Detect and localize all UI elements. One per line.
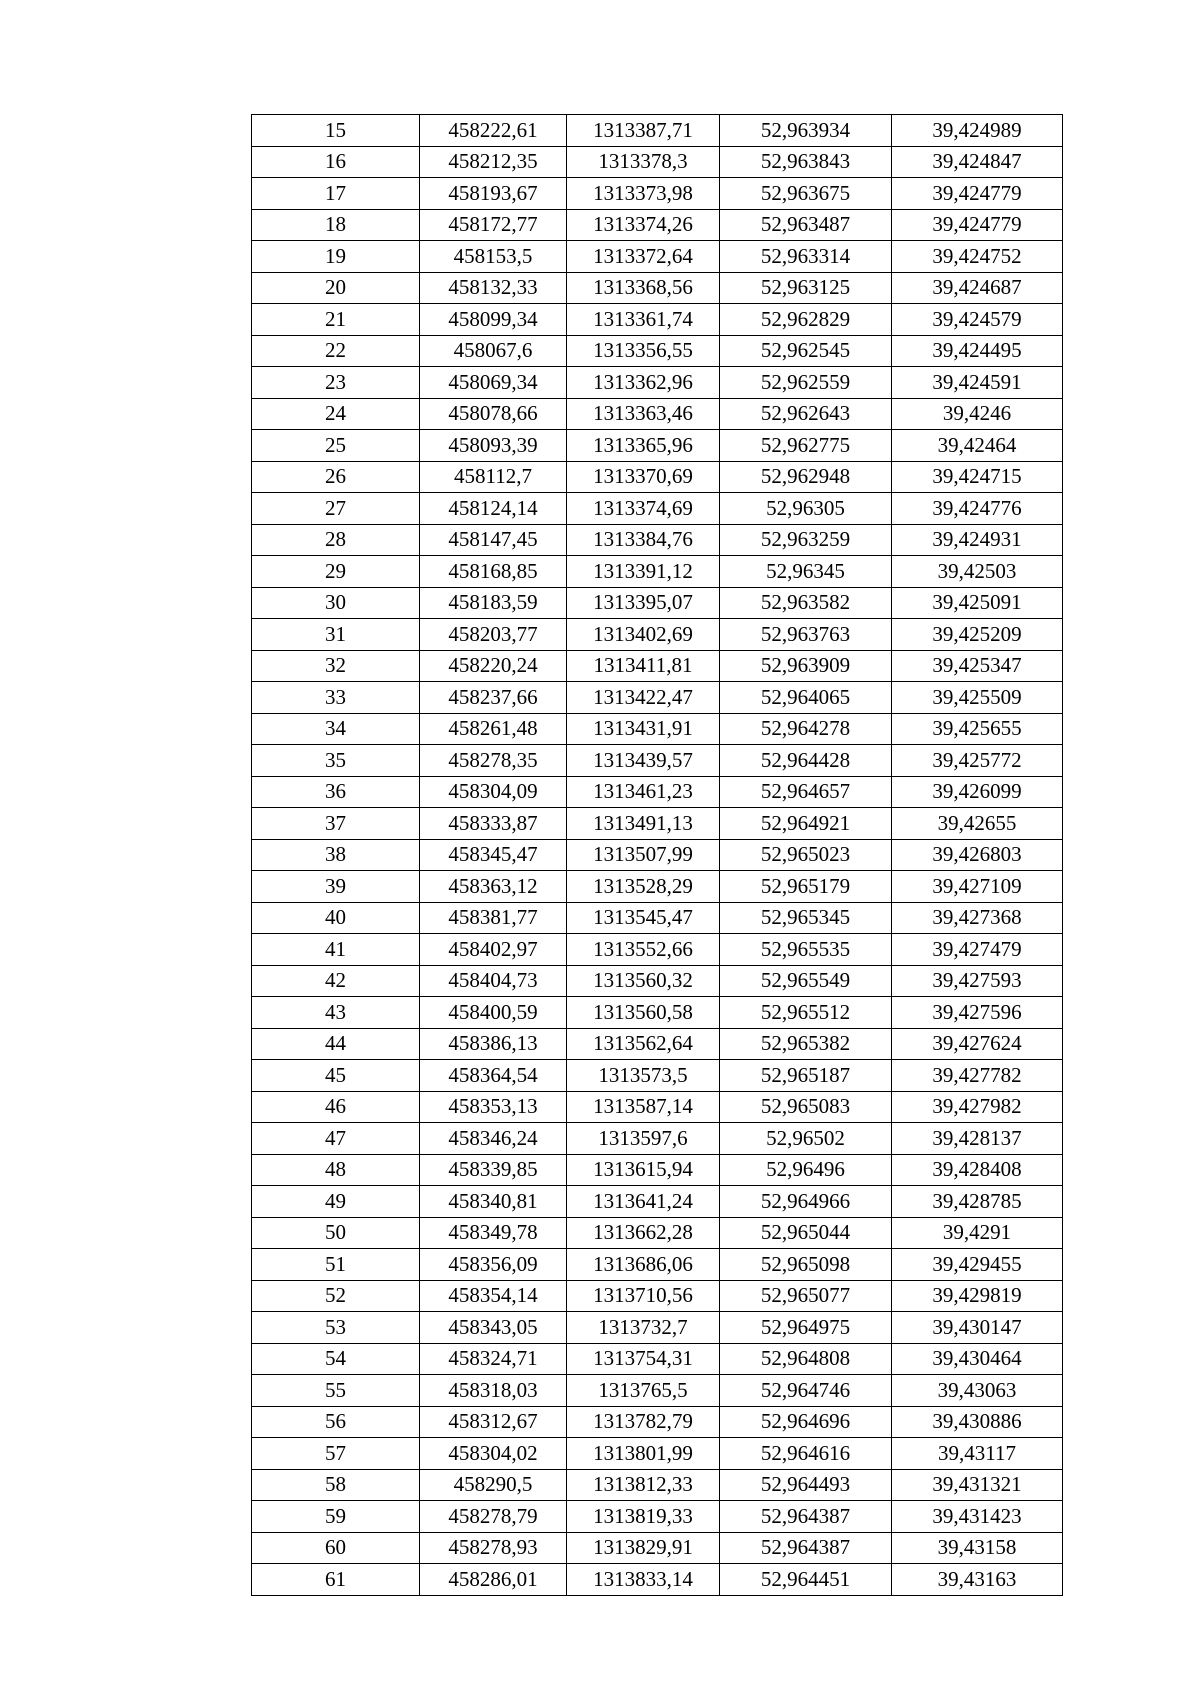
- latitude-cell: 52,963125: [720, 272, 892, 304]
- y-coordinate-cell: 1313402,69: [567, 619, 720, 651]
- longitude-cell: 39,428137: [892, 1123, 1063, 1155]
- latitude-cell: 52,963675: [720, 178, 892, 210]
- table-row: [252, 304, 1063, 336]
- longitude-cell: 39,428408: [892, 1154, 1063, 1186]
- longitude-cell: 39,4246: [892, 398, 1063, 430]
- point-number-cell: 24: [252, 398, 420, 430]
- point-number-cell: 34: [252, 713, 420, 745]
- longitude-cell: 39,42464: [892, 430, 1063, 462]
- y-coordinate-cell: 1313391,12: [567, 556, 720, 588]
- table-row: [252, 1028, 1063, 1060]
- y-coordinate-cell: 1313732,7: [567, 1312, 720, 1344]
- table-row: [252, 1123, 1063, 1155]
- point-number-cell: 39: [252, 871, 420, 903]
- x-coordinate-cell: 458345,47: [420, 839, 567, 871]
- latitude-cell: 52,962559: [720, 367, 892, 399]
- x-coordinate-cell: 458278,79: [420, 1501, 567, 1533]
- x-coordinate-cell: 458353,13: [420, 1091, 567, 1123]
- table-row: [252, 1091, 1063, 1123]
- point-number-cell: 19: [252, 241, 420, 273]
- table-row: [252, 587, 1063, 619]
- table-row: [252, 1406, 1063, 1438]
- longitude-cell: 39,427109: [892, 871, 1063, 903]
- longitude-cell: 39,424752: [892, 241, 1063, 273]
- x-coordinate-cell: 458404,73: [420, 965, 567, 997]
- point-number-cell: 55: [252, 1375, 420, 1407]
- table-row: [252, 556, 1063, 588]
- longitude-cell: 39,425209: [892, 619, 1063, 651]
- y-coordinate-cell: 1313384,76: [567, 524, 720, 556]
- latitude-cell: 52,963314: [720, 241, 892, 273]
- x-coordinate-cell: 458172,77: [420, 209, 567, 241]
- longitude-cell: 39,43117: [892, 1438, 1063, 1470]
- y-coordinate-cell: 1313562,64: [567, 1028, 720, 1060]
- longitude-cell: 39,427596: [892, 997, 1063, 1029]
- table-row: [252, 1060, 1063, 1092]
- point-number-cell: 23: [252, 367, 420, 399]
- longitude-cell: 39,426803: [892, 839, 1063, 871]
- table-row: [252, 1343, 1063, 1375]
- longitude-cell: 39,426099: [892, 776, 1063, 808]
- longitude-cell: 39,427479: [892, 934, 1063, 966]
- point-number-cell: 17: [252, 178, 420, 210]
- x-coordinate-cell: 458193,67: [420, 178, 567, 210]
- point-number-cell: 49: [252, 1186, 420, 1218]
- longitude-cell: 39,429455: [892, 1249, 1063, 1281]
- latitude-cell: 52,96305: [720, 493, 892, 525]
- latitude-cell: 52,962948: [720, 461, 892, 493]
- latitude-cell: 52,964278: [720, 713, 892, 745]
- latitude-cell: 52,965345: [720, 902, 892, 934]
- x-coordinate-cell: 458343,05: [420, 1312, 567, 1344]
- longitude-cell: 39,424591: [892, 367, 1063, 399]
- longitude-cell: 39,43158: [892, 1532, 1063, 1564]
- x-coordinate-cell: 458312,67: [420, 1406, 567, 1438]
- coordinates-table: [251, 114, 1063, 1596]
- table-row: [252, 1532, 1063, 1564]
- point-number-cell: 53: [252, 1312, 420, 1344]
- x-coordinate-cell: 458147,45: [420, 524, 567, 556]
- longitude-cell: 39,428785: [892, 1186, 1063, 1218]
- y-coordinate-cell: 1313431,91: [567, 713, 720, 745]
- y-coordinate-cell: 1313387,71: [567, 115, 720, 147]
- x-coordinate-cell: 458304,02: [420, 1438, 567, 1470]
- table-row: [252, 178, 1063, 210]
- y-coordinate-cell: 1313587,14: [567, 1091, 720, 1123]
- longitude-cell: 39,427624: [892, 1028, 1063, 1060]
- point-number-cell: 16: [252, 146, 420, 178]
- y-coordinate-cell: 1313597,6: [567, 1123, 720, 1155]
- y-coordinate-cell: 1313368,56: [567, 272, 720, 304]
- table-row: [252, 808, 1063, 840]
- point-number-cell: 45: [252, 1060, 420, 1092]
- x-coordinate-cell: 458333,87: [420, 808, 567, 840]
- y-coordinate-cell: 1313754,31: [567, 1343, 720, 1375]
- y-coordinate-cell: 1313560,32: [567, 965, 720, 997]
- y-coordinate-cell: 1313782,79: [567, 1406, 720, 1438]
- longitude-cell: 39,427782: [892, 1060, 1063, 1092]
- point-number-cell: 60: [252, 1532, 420, 1564]
- latitude-cell: 52,964808: [720, 1343, 892, 1375]
- y-coordinate-cell: 1313356,55: [567, 335, 720, 367]
- latitude-cell: 52,96496: [720, 1154, 892, 1186]
- latitude-cell: 52,964921: [720, 808, 892, 840]
- table-row: [252, 461, 1063, 493]
- point-number-cell: 31: [252, 619, 420, 651]
- y-coordinate-cell: 1313395,07: [567, 587, 720, 619]
- latitude-cell: 52,964065: [720, 682, 892, 714]
- x-coordinate-cell: 458093,39: [420, 430, 567, 462]
- longitude-cell: 39,431321: [892, 1469, 1063, 1501]
- longitude-cell: 39,424776: [892, 493, 1063, 525]
- x-coordinate-cell: 458363,12: [420, 871, 567, 903]
- latitude-cell: 52,964428: [720, 745, 892, 777]
- latitude-cell: 52,964493: [720, 1469, 892, 1501]
- longitude-cell: 39,427368: [892, 902, 1063, 934]
- point-number-cell: 46: [252, 1091, 420, 1123]
- x-coordinate-cell: 458381,77: [420, 902, 567, 934]
- y-coordinate-cell: 1313819,33: [567, 1501, 720, 1533]
- table-row: [252, 997, 1063, 1029]
- latitude-cell: 52,965179: [720, 871, 892, 903]
- x-coordinate-cell: 458346,24: [420, 1123, 567, 1155]
- point-number-cell: 25: [252, 430, 420, 462]
- point-number-cell: 32: [252, 650, 420, 682]
- point-number-cell: 18: [252, 209, 420, 241]
- latitude-cell: 52,964387: [720, 1532, 892, 1564]
- x-coordinate-cell: 458168,85: [420, 556, 567, 588]
- longitude-cell: 39,424779: [892, 209, 1063, 241]
- point-number-cell: 56: [252, 1406, 420, 1438]
- longitude-cell: 39,425655: [892, 713, 1063, 745]
- longitude-cell: 39,42503: [892, 556, 1063, 588]
- table-row: [252, 902, 1063, 934]
- latitude-cell: 52,964387: [720, 1501, 892, 1533]
- y-coordinate-cell: 1313461,23: [567, 776, 720, 808]
- x-coordinate-cell: 458067,6: [420, 335, 567, 367]
- table-row: [252, 1469, 1063, 1501]
- point-number-cell: 61: [252, 1564, 420, 1596]
- table-row: [252, 1280, 1063, 1312]
- point-number-cell: 37: [252, 808, 420, 840]
- latitude-cell: 52,965382: [720, 1028, 892, 1060]
- table-row: [252, 524, 1063, 556]
- latitude-cell: 52,963909: [720, 650, 892, 682]
- x-coordinate-cell: 458237,66: [420, 682, 567, 714]
- point-number-cell: 29: [252, 556, 420, 588]
- x-coordinate-cell: 458402,97: [420, 934, 567, 966]
- longitude-cell: 39,424715: [892, 461, 1063, 493]
- longitude-cell: 39,425772: [892, 745, 1063, 777]
- point-number-cell: 35: [252, 745, 420, 777]
- table-row: [252, 934, 1063, 966]
- longitude-cell: 39,42655: [892, 808, 1063, 840]
- y-coordinate-cell: 1313372,64: [567, 241, 720, 273]
- x-coordinate-cell: 458324,71: [420, 1343, 567, 1375]
- x-coordinate-cell: 458203,77: [420, 619, 567, 651]
- latitude-cell: 52,962545: [720, 335, 892, 367]
- point-number-cell: 36: [252, 776, 420, 808]
- latitude-cell: 52,965083: [720, 1091, 892, 1123]
- x-coordinate-cell: 458386,13: [420, 1028, 567, 1060]
- point-number-cell: 58: [252, 1469, 420, 1501]
- longitude-cell: 39,429819: [892, 1280, 1063, 1312]
- y-coordinate-cell: 1313370,69: [567, 461, 720, 493]
- y-coordinate-cell: 1313507,99: [567, 839, 720, 871]
- table-row: [252, 115, 1063, 147]
- table-row: [252, 335, 1063, 367]
- y-coordinate-cell: 1313662,28: [567, 1217, 720, 1249]
- y-coordinate-cell: 1313361,74: [567, 304, 720, 336]
- longitude-cell: 39,424989: [892, 115, 1063, 147]
- longitude-cell: 39,43163: [892, 1564, 1063, 1596]
- point-number-cell: 38: [252, 839, 420, 871]
- point-number-cell: 43: [252, 997, 420, 1029]
- longitude-cell: 39,424931: [892, 524, 1063, 556]
- table-row: [252, 209, 1063, 241]
- latitude-cell: 52,965044: [720, 1217, 892, 1249]
- longitude-cell: 39,425509: [892, 682, 1063, 714]
- x-coordinate-cell: 458278,93: [420, 1532, 567, 1564]
- table-row: [252, 241, 1063, 273]
- point-number-cell: 42: [252, 965, 420, 997]
- x-coordinate-cell: 458261,48: [420, 713, 567, 745]
- longitude-cell: 39,430886: [892, 1406, 1063, 1438]
- table-row: [252, 272, 1063, 304]
- y-coordinate-cell: 1313411,81: [567, 650, 720, 682]
- y-coordinate-cell: 1313573,5: [567, 1060, 720, 1092]
- y-coordinate-cell: 1313374,26: [567, 209, 720, 241]
- table-row: [252, 839, 1063, 871]
- y-coordinate-cell: 1313545,47: [567, 902, 720, 934]
- table-row: [252, 367, 1063, 399]
- longitude-cell: 39,431423: [892, 1501, 1063, 1533]
- y-coordinate-cell: 1313710,56: [567, 1280, 720, 1312]
- table-row: [252, 1564, 1063, 1596]
- longitude-cell: 39,43063: [892, 1375, 1063, 1407]
- latitude-cell: 52,965023: [720, 839, 892, 871]
- y-coordinate-cell: 1313829,91: [567, 1532, 720, 1564]
- longitude-cell: 39,424495: [892, 335, 1063, 367]
- table-row: [252, 398, 1063, 430]
- longitude-cell: 39,425091: [892, 587, 1063, 619]
- x-coordinate-cell: 458340,81: [420, 1186, 567, 1218]
- table-row: [252, 745, 1063, 777]
- y-coordinate-cell: 1313812,33: [567, 1469, 720, 1501]
- x-coordinate-cell: 458069,34: [420, 367, 567, 399]
- point-number-cell: 54: [252, 1343, 420, 1375]
- y-coordinate-cell: 1313363,46: [567, 398, 720, 430]
- latitude-cell: 52,965549: [720, 965, 892, 997]
- longitude-cell: 39,4291: [892, 1217, 1063, 1249]
- x-coordinate-cell: 458222,61: [420, 115, 567, 147]
- y-coordinate-cell: 1313378,3: [567, 146, 720, 178]
- latitude-cell: 52,964616: [720, 1438, 892, 1470]
- table-row: [252, 430, 1063, 462]
- point-number-cell: 26: [252, 461, 420, 493]
- y-coordinate-cell: 1313373,98: [567, 178, 720, 210]
- table-row: [252, 713, 1063, 745]
- x-coordinate-cell: 458183,59: [420, 587, 567, 619]
- coordinates-table-body: [252, 115, 1063, 1596]
- x-coordinate-cell: 458220,24: [420, 650, 567, 682]
- table-row: [252, 1375, 1063, 1407]
- point-number-cell: 44: [252, 1028, 420, 1060]
- y-coordinate-cell: 1313765,5: [567, 1375, 720, 1407]
- y-coordinate-cell: 1313365,96: [567, 430, 720, 462]
- x-coordinate-cell: 458212,35: [420, 146, 567, 178]
- point-number-cell: 15: [252, 115, 420, 147]
- y-coordinate-cell: 1313615,94: [567, 1154, 720, 1186]
- longitude-cell: 39,430147: [892, 1312, 1063, 1344]
- x-coordinate-cell: 458078,66: [420, 398, 567, 430]
- point-number-cell: 28: [252, 524, 420, 556]
- x-coordinate-cell: 458153,5: [420, 241, 567, 273]
- y-coordinate-cell: 1313801,99: [567, 1438, 720, 1470]
- x-coordinate-cell: 458304,09: [420, 776, 567, 808]
- y-coordinate-cell: 1313491,13: [567, 808, 720, 840]
- x-coordinate-cell: 458124,14: [420, 493, 567, 525]
- point-number-cell: 48: [252, 1154, 420, 1186]
- y-coordinate-cell: 1313560,58: [567, 997, 720, 1029]
- latitude-cell: 52,963487: [720, 209, 892, 241]
- latitude-cell: 52,96502: [720, 1123, 892, 1155]
- latitude-cell: 52,963582: [720, 587, 892, 619]
- table-row: [252, 682, 1063, 714]
- y-coordinate-cell: 1313362,96: [567, 367, 720, 399]
- longitude-cell: 39,424579: [892, 304, 1063, 336]
- y-coordinate-cell: 1313552,66: [567, 934, 720, 966]
- x-coordinate-cell: 458364,54: [420, 1060, 567, 1092]
- latitude-cell: 52,964657: [720, 776, 892, 808]
- y-coordinate-cell: 1313439,57: [567, 745, 720, 777]
- latitude-cell: 52,965077: [720, 1280, 892, 1312]
- latitude-cell: 52,964966: [720, 1186, 892, 1218]
- point-number-cell: 50: [252, 1217, 420, 1249]
- y-coordinate-cell: 1313641,24: [567, 1186, 720, 1218]
- latitude-cell: 52,962775: [720, 430, 892, 462]
- table-row: [252, 1217, 1063, 1249]
- point-number-cell: 52: [252, 1280, 420, 1312]
- latitude-cell: 52,963763: [720, 619, 892, 651]
- table-row: [252, 1186, 1063, 1218]
- latitude-cell: 52,963843: [720, 146, 892, 178]
- table-row: [252, 493, 1063, 525]
- table-row: [252, 965, 1063, 997]
- latitude-cell: 52,964746: [720, 1375, 892, 1407]
- x-coordinate-cell: 458356,09: [420, 1249, 567, 1281]
- table-row: [252, 650, 1063, 682]
- point-number-cell: 51: [252, 1249, 420, 1281]
- y-coordinate-cell: 1313833,14: [567, 1564, 720, 1596]
- x-coordinate-cell: 458318,03: [420, 1375, 567, 1407]
- latitude-cell: 52,965098: [720, 1249, 892, 1281]
- x-coordinate-cell: 458132,33: [420, 272, 567, 304]
- table-row: [252, 1249, 1063, 1281]
- latitude-cell: 52,965187: [720, 1060, 892, 1092]
- point-number-cell: 41: [252, 934, 420, 966]
- x-coordinate-cell: 458400,59: [420, 997, 567, 1029]
- longitude-cell: 39,424779: [892, 178, 1063, 210]
- point-number-cell: 59: [252, 1501, 420, 1533]
- point-number-cell: 57: [252, 1438, 420, 1470]
- table-row: [252, 1312, 1063, 1344]
- point-number-cell: 27: [252, 493, 420, 525]
- x-coordinate-cell: 458112,7: [420, 461, 567, 493]
- y-coordinate-cell: 1313528,29: [567, 871, 720, 903]
- longitude-cell: 39,424847: [892, 146, 1063, 178]
- x-coordinate-cell: 458278,35: [420, 745, 567, 777]
- latitude-cell: 52,965535: [720, 934, 892, 966]
- latitude-cell: 52,962829: [720, 304, 892, 336]
- latitude-cell: 52,964975: [720, 1312, 892, 1344]
- table-row: [252, 1501, 1063, 1533]
- latitude-cell: 52,964696: [720, 1406, 892, 1438]
- table-row: [252, 1154, 1063, 1186]
- latitude-cell: 52,964451: [720, 1564, 892, 1596]
- longitude-cell: 39,430464: [892, 1343, 1063, 1375]
- table-row: [252, 1438, 1063, 1470]
- latitude-cell: 52,965512: [720, 997, 892, 1029]
- longitude-cell: 39,424687: [892, 272, 1063, 304]
- point-number-cell: 20: [252, 272, 420, 304]
- longitude-cell: 39,427593: [892, 965, 1063, 997]
- latitude-cell: 52,962643: [720, 398, 892, 430]
- table-row: [252, 146, 1063, 178]
- longitude-cell: 39,427982: [892, 1091, 1063, 1123]
- point-number-cell: 33: [252, 682, 420, 714]
- x-coordinate-cell: 458290,5: [420, 1469, 567, 1501]
- x-coordinate-cell: 458354,14: [420, 1280, 567, 1312]
- latitude-cell: 52,963934: [720, 115, 892, 147]
- point-number-cell: 40: [252, 902, 420, 934]
- point-number-cell: 47: [252, 1123, 420, 1155]
- table-row: [252, 871, 1063, 903]
- longitude-cell: 39,425347: [892, 650, 1063, 682]
- y-coordinate-cell: 1313686,06: [567, 1249, 720, 1281]
- table-row: [252, 776, 1063, 808]
- y-coordinate-cell: 1313422,47: [567, 682, 720, 714]
- table-row: [252, 619, 1063, 651]
- x-coordinate-cell: 458339,85: [420, 1154, 567, 1186]
- x-coordinate-cell: 458099,34: [420, 304, 567, 336]
- point-number-cell: 22: [252, 335, 420, 367]
- latitude-cell: 52,963259: [720, 524, 892, 556]
- latitude-cell: 52,96345: [720, 556, 892, 588]
- point-number-cell: 30: [252, 587, 420, 619]
- point-number-cell: 21: [252, 304, 420, 336]
- x-coordinate-cell: 458349,78: [420, 1217, 567, 1249]
- x-coordinate-cell: 458286,01: [420, 1564, 567, 1596]
- y-coordinate-cell: 1313374,69: [567, 493, 720, 525]
